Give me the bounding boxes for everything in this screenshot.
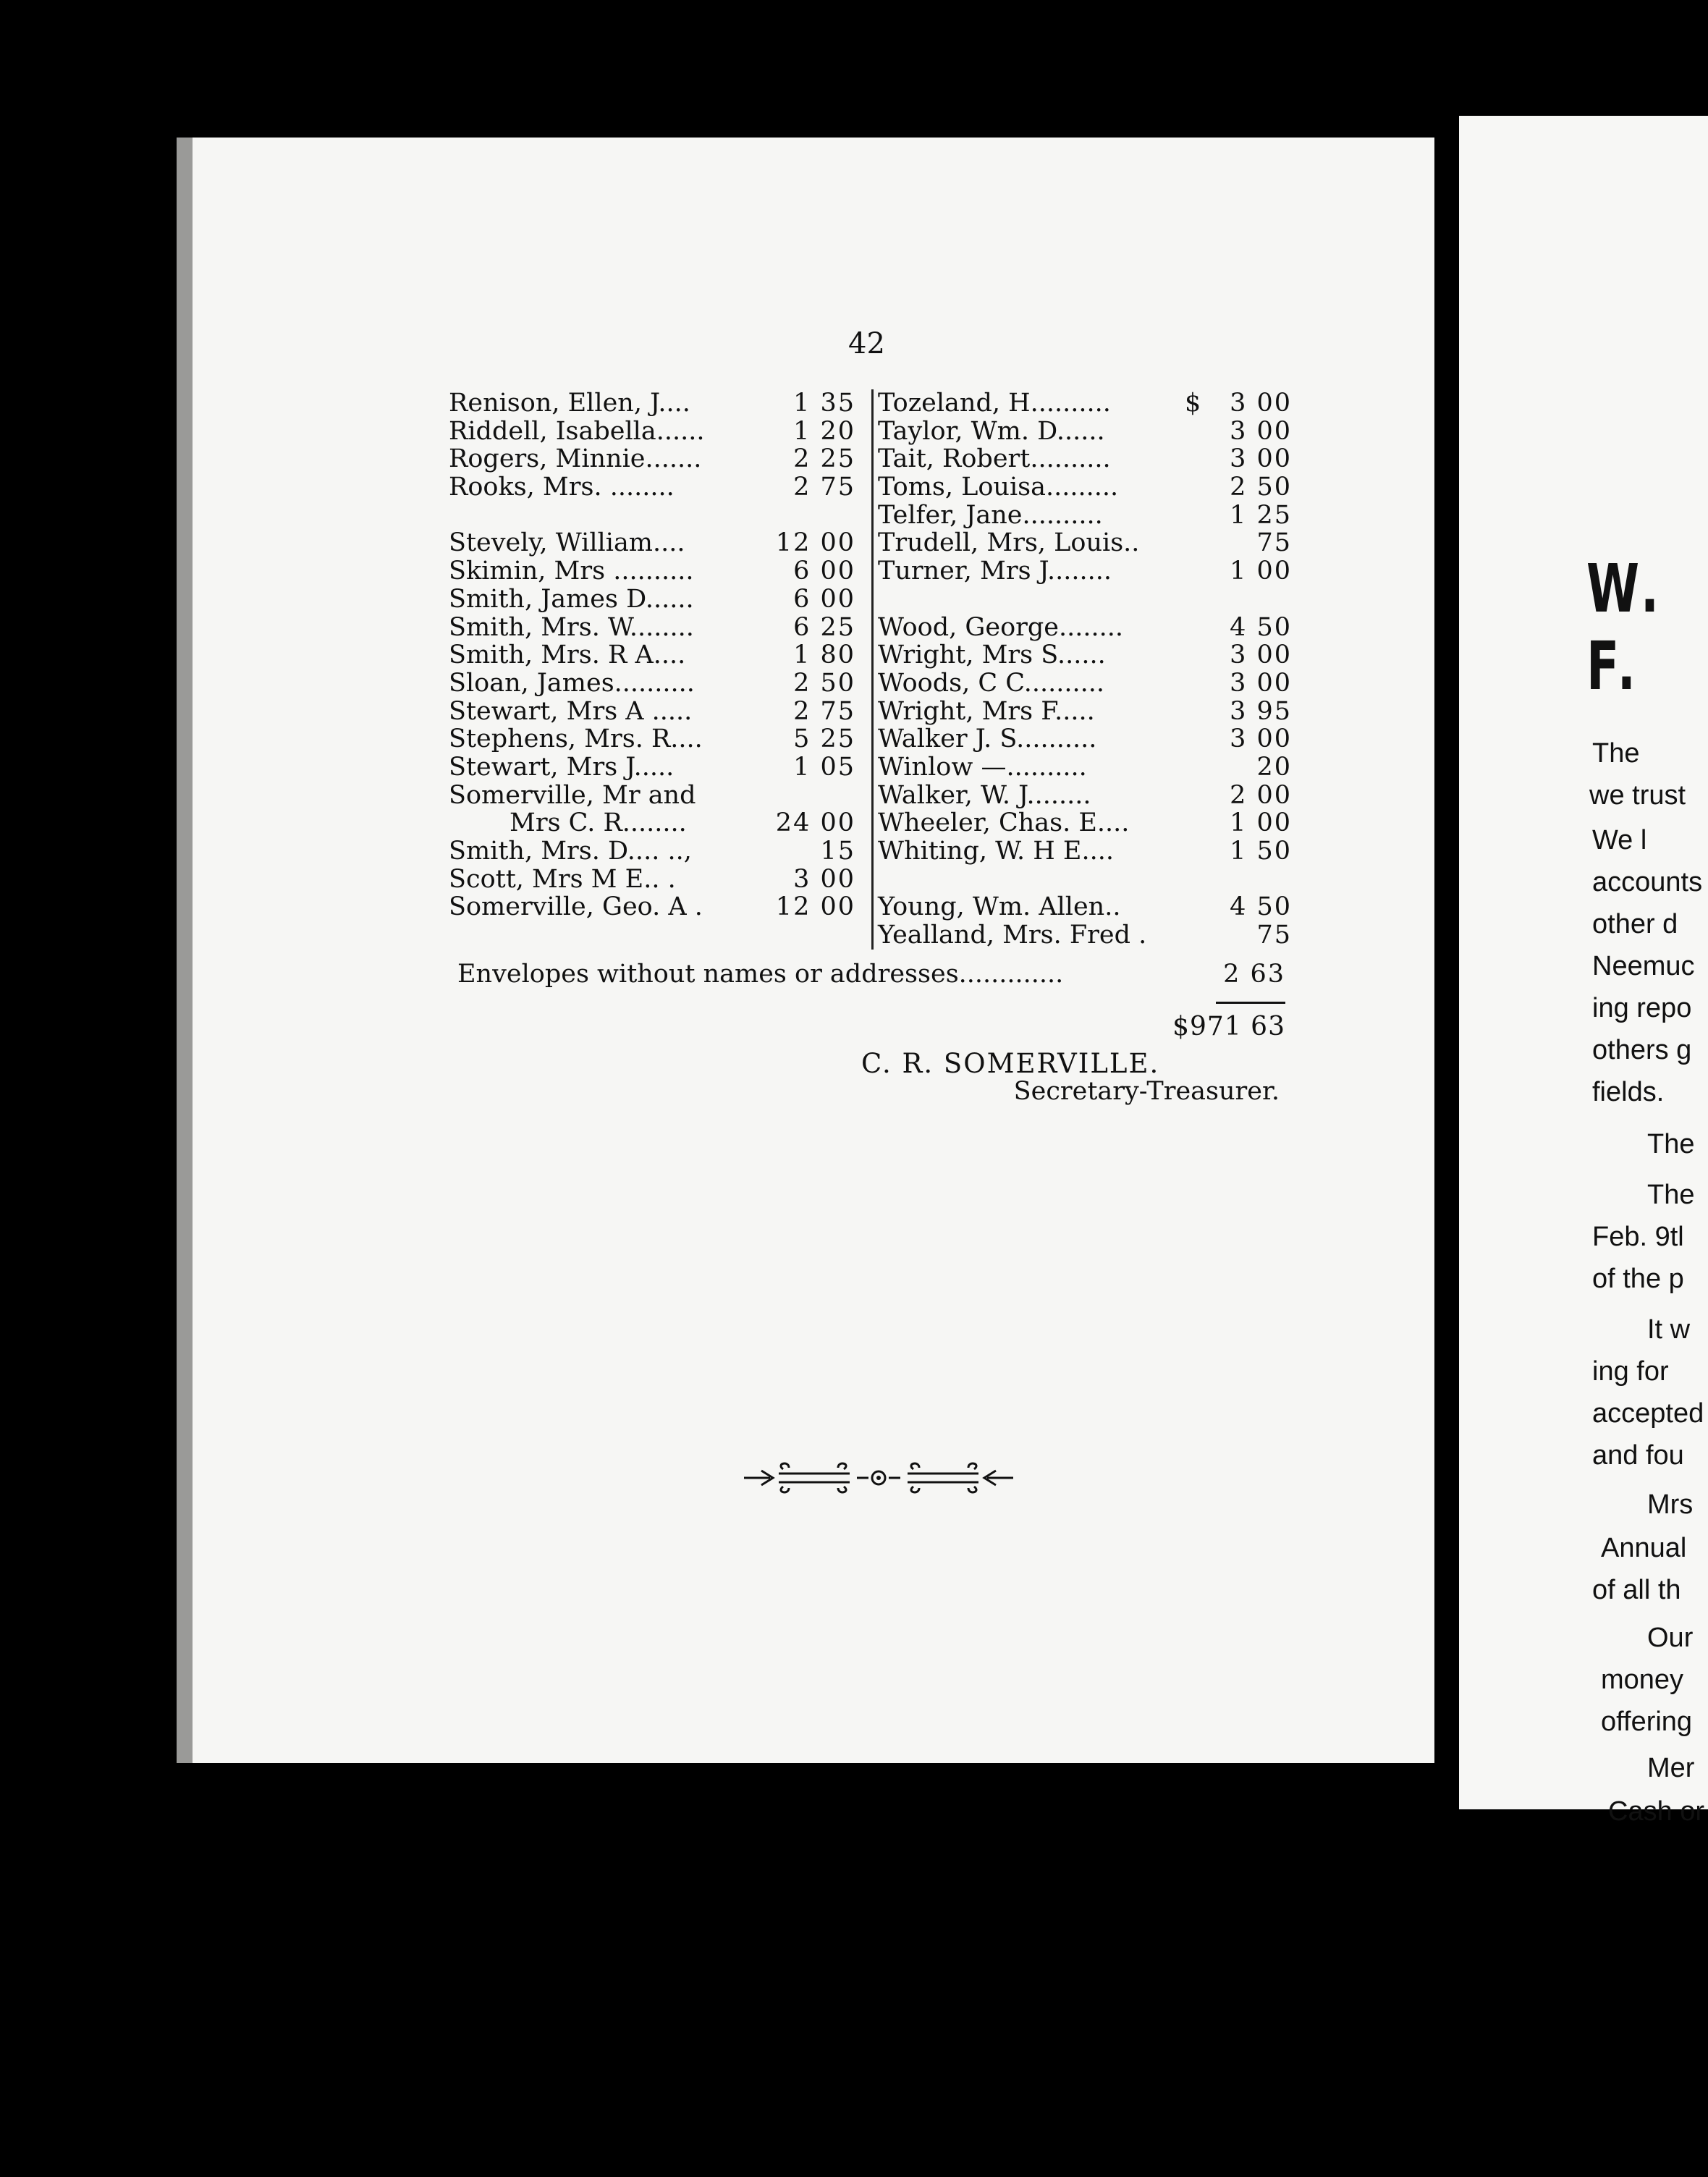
list-item: Woods, C C.......... 3 00 [878, 668, 1292, 698]
list-item: Young, Wm. Allen.. 4 50 [878, 892, 1292, 922]
grand-total: $971 63 [1172, 1012, 1285, 1041]
list-item: Wood, George........ 4 50 [878, 612, 1292, 642]
list-item: Yealland, Mrs. Fred . 75 [878, 921, 1292, 950]
list-item: Tozeland, H.......... $ 3 00 [878, 389, 1292, 418]
envelopes-label: Envelopes without names or addresses............. [457, 960, 1064, 989]
list-spacer [449, 502, 855, 530]
right-page-heading: W. F. [1586, 550, 1665, 705]
list-item: Smith, Mrs. W........ 6 25 [449, 612, 855, 642]
right-column [871, 389, 1292, 950]
right-page-line: The [1647, 1129, 1695, 1159]
signer-title: Secretary-Treasurer. [1013, 1077, 1280, 1106]
list-item: Smith, Mrs. R A.... 1 80 [449, 641, 855, 670]
list-item: Somerville, Mr and [449, 780, 696, 810]
list-item: Smith, Mrs. D.... .., 15 [449, 837, 855, 866]
right-page-line: We l [1592, 825, 1647, 855]
list-item: Skimin, Mrs .......... 6 00 [449, 557, 855, 586]
list-item: Telfer, Jane.......... 1 25 [878, 500, 1292, 530]
list-item: Toms, Louisa......... 2 50 [878, 473, 1292, 502]
envelopes-amount: 2 63 [1223, 960, 1285, 989]
list-item: Riddell, Isabella...... 1 20 [449, 416, 855, 446]
right-page-line: The [1647, 1180, 1695, 1210]
list-item: Stephens, Mrs. R.... 5 25 [449, 724, 855, 754]
list-item: Wright, Mrs F..... 3 95 [878, 696, 1292, 726]
total-rule [1216, 1002, 1285, 1004]
list-item: Rogers, Minnie....... 2 25 [449, 444, 855, 474]
list-item: Trudell, Mrs, Louis.. 75 [878, 528, 1292, 558]
list-item: Turner, Mrs J........ 1 00 [878, 557, 1292, 586]
right-page-line: and fou [1592, 1440, 1684, 1471]
right-page-line: Neemuc [1592, 951, 1695, 981]
list-item: Scott, Mrs M E.. . 3 00 [449, 864, 855, 894]
right-page-line: of the p [1592, 1264, 1684, 1294]
right-page-line: accounts [1592, 867, 1703, 897]
list-item: Whiting, W. H E.... 1 50 [878, 837, 1292, 866]
left-page [177, 138, 1434, 1763]
list-item: Winlow —.......... 20 [878, 752, 1292, 782]
list-item: Smith, James D...... 6 00 [449, 584, 855, 614]
list-item: Walker J. S.......... 3 00 [878, 724, 1292, 754]
right-page-line: The [1592, 738, 1640, 769]
right-page-line: Annual [1601, 1533, 1687, 1563]
list-item: Stewart, Mrs J..... 1 05 [449, 752, 855, 782]
right-page-line: fields. [1592, 1077, 1665, 1107]
right-page-line: offering [1601, 1707, 1693, 1737]
ornament-divider-icon [741, 1459, 1016, 1497]
right-page-line: others g [1592, 1035, 1692, 1065]
right-page-line: other d [1592, 909, 1678, 939]
list-item: Tait, Robert.......... 3 00 [878, 444, 1292, 474]
list-item: Wheeler, Chas. E.... 1 00 [878, 808, 1292, 838]
right-page-line: It w [1647, 1314, 1691, 1345]
signer-name: C. R. SOMERVILLE. [861, 1048, 1160, 1079]
right-page-line: money [1601, 1665, 1684, 1695]
list-item: Mrs C. R........ 24 00 [510, 808, 855, 838]
right-page-line: Mrs [1647, 1489, 1694, 1520]
list-item: Stevely, William.... 12 00 [449, 528, 855, 558]
left-column [449, 389, 855, 921]
right-page-line: ing repo [1592, 993, 1692, 1023]
list-item: Wright, Mrs S...... 3 00 [878, 641, 1292, 670]
list-item: Renison, Ellen, J.... 1 35 [449, 389, 855, 418]
list-item: Sloan, James.......... 2 50 [449, 668, 855, 698]
right-page-line: we trust [1589, 780, 1686, 811]
right-page-line: Our [1647, 1623, 1694, 1653]
right-page-line: ing for [1592, 1356, 1669, 1387]
right-page-line: Cash or [1608, 1796, 1705, 1827]
list-item: Stewart, Mrs A ..... 2 75 [449, 696, 855, 726]
envelopes-line [457, 960, 1285, 989]
list-spacer [878, 866, 1292, 894]
list-item: Rooks, Mrs. ........ 2 75 [449, 473, 855, 502]
list-item: Taylor, Wm. D...... 3 00 [878, 416, 1292, 446]
page-number: 42 [848, 327, 885, 360]
right-page-line: of all th [1592, 1575, 1681, 1605]
list-item: Walker, W. J........ 2 00 [878, 780, 1292, 810]
right-page-line: accepted [1592, 1398, 1704, 1429]
list-item: Somerville, Geo. A . 12 00 [449, 892, 855, 922]
right-page-line: Mer [1647, 1753, 1695, 1783]
list-spacer [878, 586, 1292, 614]
right-page-line: Feb. 9tl [1592, 1222, 1684, 1252]
